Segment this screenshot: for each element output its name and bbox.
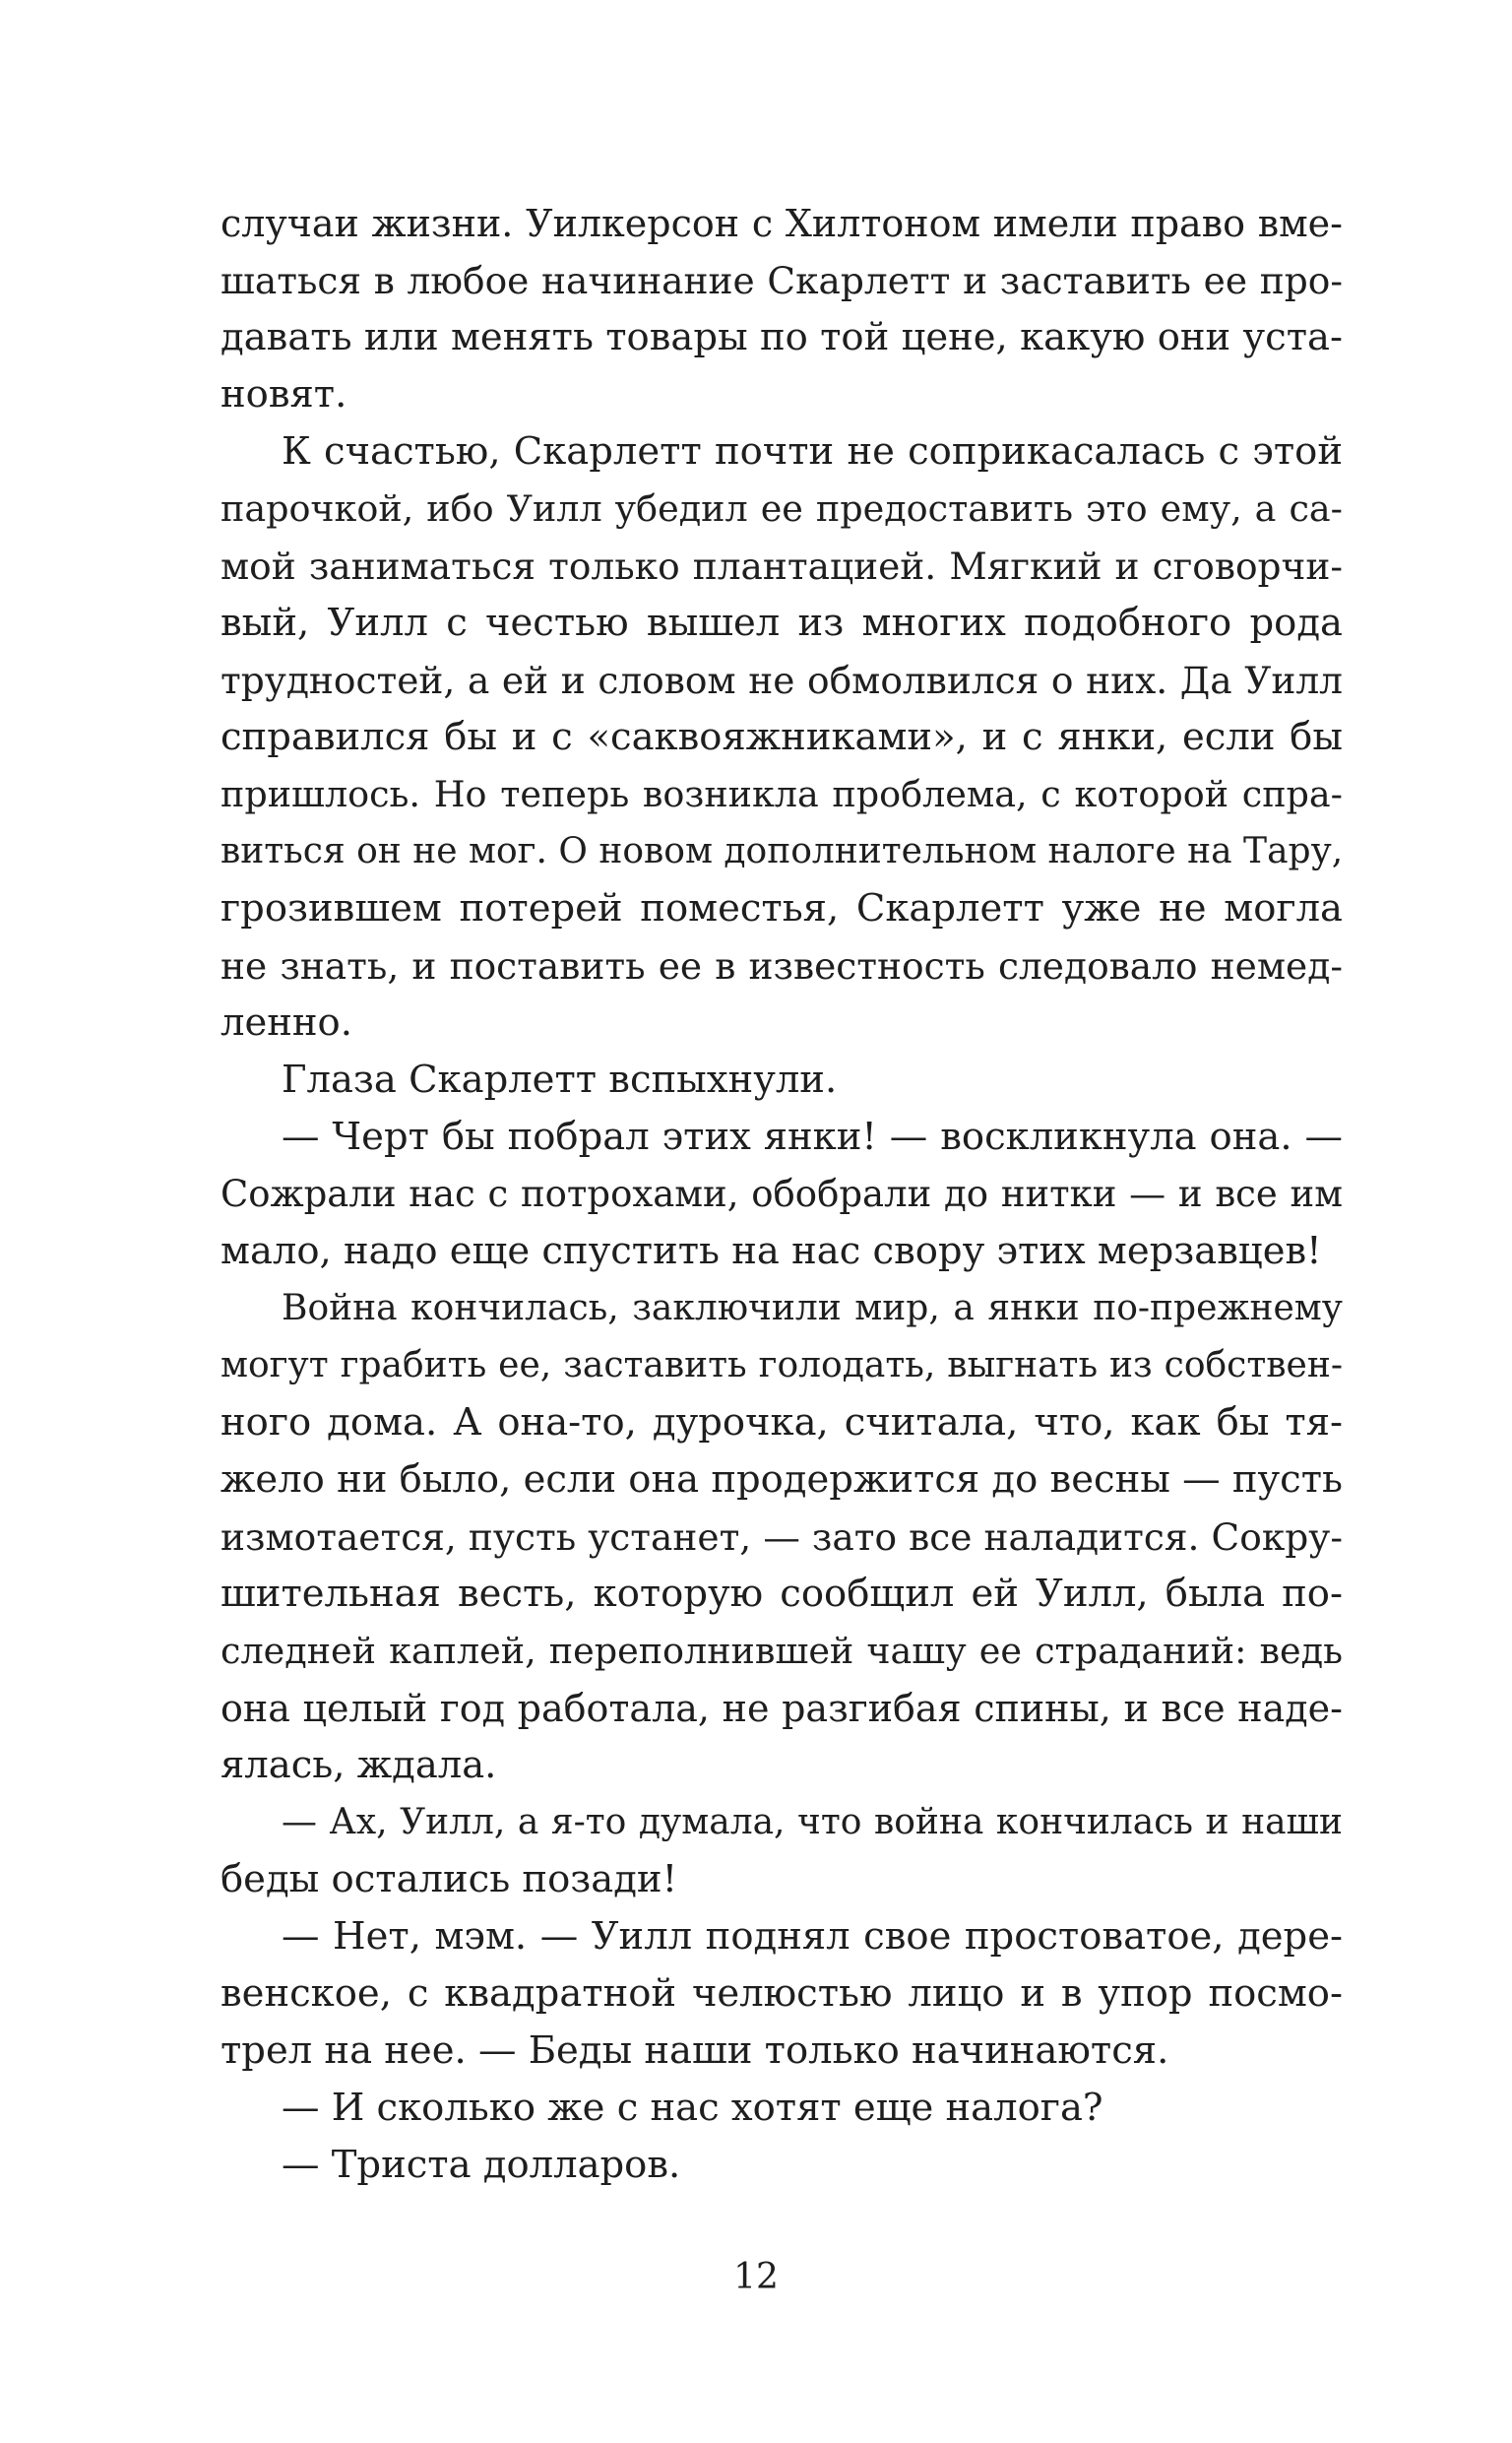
text-line: венское, с квадратной челюстью лицо и в упор посмо- [220, 1971, 1343, 2016]
text-line: грозившем потерей поместья, Скарлетт уже не могла [220, 886, 1343, 931]
text-line: — И сколько же с нас хотят еще налога? [282, 2086, 1103, 2130]
text-line: пришлось. Но теперь возникла проблема, с которой спра- [220, 773, 1343, 815]
text-line: вый, Уилл с честью вышел из многих подобного рода [220, 601, 1343, 645]
text-line: виться он не мог. О новом дополнительном налоге на Тару, [220, 831, 1344, 871]
text-line: К счастью, Скарлетт почти не соприкасалась с этой [282, 429, 1343, 474]
text-line: измотается, пусть устанет, — зато все наладится. Сокру- [220, 1515, 1343, 1559]
text-line: она целый год работала, не разгибая спины, и все наде- [220, 1687, 1343, 1730]
text-line: парочкой, ибо Уилл убедил ее предоставить это ему, а са- [220, 487, 1343, 530]
text-line: не знать, и поставить ее в известность следовало немед- [220, 944, 1343, 988]
text-line: — Триста долларов. [282, 2143, 681, 2187]
text-line: ялась, ждала. [220, 1743, 497, 1787]
text-line: случаи жизни. Уилкерсон с Хилтоном имели право вме- [220, 202, 1343, 245]
text-line: шаться в любое начинание Скарлетт и заставить ее про- [220, 259, 1343, 302]
text-line: — Ах, Уилл, а я-то думала, что война кончилась и наши [282, 1802, 1343, 1842]
page-number: 12 [733, 2257, 779, 2297]
text-line: давать или менять товары по той цене, какую они уста- [220, 315, 1343, 359]
text-line: мой заниматься только плантацией. Мягкий и сговорчи- [220, 545, 1343, 588]
text-line: Глаза Скарлетт вспыхнули. [282, 1058, 838, 1102]
text-line: следней каплей, переполнившей чашу ее страданий: ведь [220, 1630, 1343, 1672]
text-line: трудностей, а ей и словом не обмолвился о них. Да Уилл [220, 659, 1343, 702]
text-line: — Нет, мэм. — Уилл поднял свое простоватое, дере- [282, 1914, 1343, 1959]
text-line: ного дома. А она-то, дурочка, считала, что, как бы тя- [220, 1400, 1343, 1445]
text-line: трел на нее. — Беды наши только начинаются. [220, 2028, 1169, 2073]
text-line: новят. [220, 372, 347, 417]
text-line: ленно. [220, 1000, 352, 1045]
text-line: Война кончилась, заключили мир, а янки по-прежнему [282, 1288, 1343, 1328]
text-line: — Черт бы побрал этих янки! — воскликнула она. — [282, 1115, 1343, 1159]
text-line: Сожрали нас с потрохами, обобрали до нитки — и все им [220, 1173, 1343, 1215]
text-line: мало, надо еще спустить на нас свору этих мерзавцев! [220, 1229, 1322, 1273]
text-line: шительная весть, которую сообщил ей Уилл, была по- [220, 1572, 1343, 1616]
text-line: могут грабить ее, заставить голодать, выгнать из собствен- [220, 1345, 1343, 1385]
text-line: беды остались позади! [220, 1857, 678, 1901]
text-line: жело ни было, если она продержится до весны — пусть [220, 1457, 1343, 1502]
text-line: справился бы и с «саквояжниками», и с янки, если бы [220, 715, 1343, 759]
